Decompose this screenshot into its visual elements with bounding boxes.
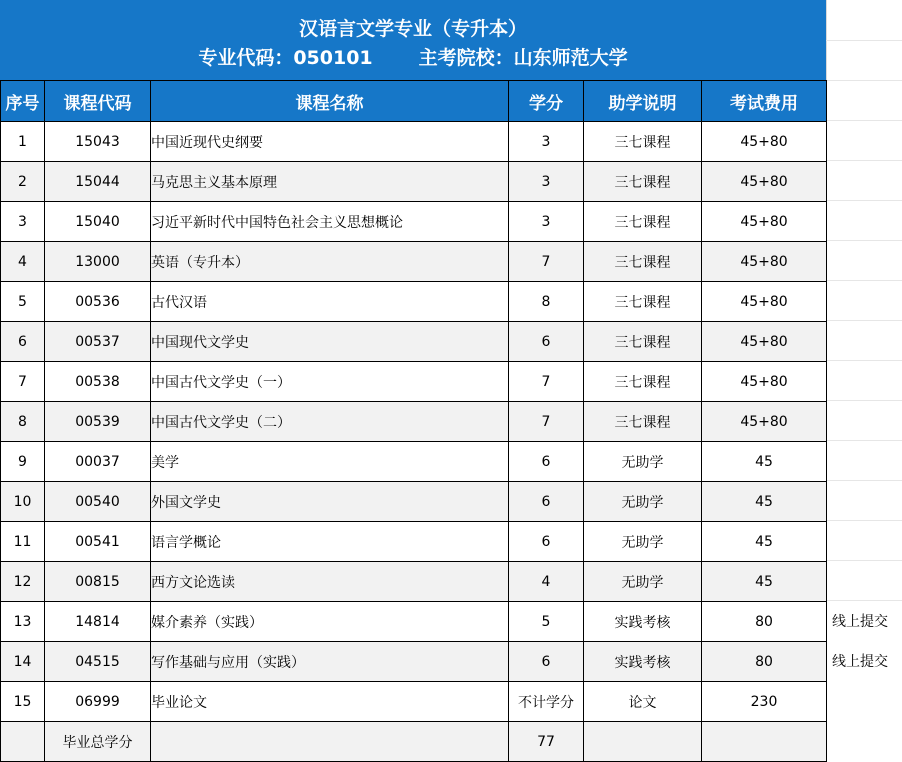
- cell-credit[interactable]: 7: [509, 242, 584, 282]
- cell-credit[interactable]: 7: [509, 362, 584, 402]
- cell-code[interactable]: 00037: [45, 442, 151, 482]
- cell-fee[interactable]: 45: [702, 522, 827, 562]
- major-subtitle: [0, 43, 826, 70]
- cell-fee[interactable]: 45+80: [702, 282, 827, 322]
- header-no[interactable]: 序号: [1, 81, 45, 122]
- table-row: [1, 202, 827, 242]
- cell-note[interactable]: [584, 722, 702, 762]
- cell-name[interactable]: 西方文论选读: [151, 562, 509, 602]
- header-name[interactable]: 课程名称: [151, 81, 509, 122]
- grid-line: [826, 600, 902, 601]
- cell-fee[interactable]: 45: [702, 562, 827, 602]
- title-banner[interactable]: [0, 0, 826, 80]
- exam-school: 主考院校：山东师范大学: [418, 47, 628, 69]
- cell-code[interactable]: 00537: [45, 322, 151, 362]
- header-fee[interactable]: 考试费用: [702, 81, 827, 122]
- table-row: [1, 282, 827, 322]
- cell-fee[interactable]: 45: [702, 442, 827, 482]
- cell-fee[interactable]: 80: [702, 642, 827, 682]
- table-row: [1, 602, 827, 642]
- cell-no[interactable]: 6: [1, 322, 45, 362]
- table-row: [1, 682, 827, 722]
- table-row: [1, 362, 827, 402]
- cell-no[interactable]: 4: [1, 242, 45, 282]
- cell-note[interactable]: 三七课程: [584, 402, 702, 442]
- cell-credit[interactable]: 3: [509, 162, 584, 202]
- table-row: [1, 402, 827, 442]
- table-row: [1, 642, 827, 682]
- cell-fee[interactable]: 45+80: [702, 322, 827, 362]
- cell-no[interactable]: 15: [1, 682, 45, 722]
- total-row: [1, 722, 827, 762]
- grid-line: [826, 440, 902, 441]
- cell-no[interactable]: 7: [1, 362, 45, 402]
- cell-credit[interactable]: 3: [509, 202, 584, 242]
- cell-code[interactable]: 15044: [45, 162, 151, 202]
- cell-code[interactable]: 15040: [45, 202, 151, 242]
- table-row: [1, 562, 827, 602]
- grid-line: [826, 160, 902, 161]
- cell-note[interactable]: 三七课程: [584, 242, 702, 282]
- header-note[interactable]: 助学说明: [584, 81, 702, 122]
- cell-code[interactable]: 00539: [45, 402, 151, 442]
- cell-code[interactable]: 00815: [45, 562, 151, 602]
- cell-note[interactable]: 论文: [584, 682, 702, 722]
- cell-credit[interactable]: 6: [509, 442, 584, 482]
- cell-note[interactable]: 三七课程: [584, 282, 702, 322]
- cell-no[interactable]: 2: [1, 162, 45, 202]
- cell-no[interactable]: 14: [1, 642, 45, 682]
- cell-note[interactable]: 无助学: [584, 562, 702, 602]
- grid-line: [826, 560, 902, 561]
- cell-note[interactable]: 三七课程: [584, 322, 702, 362]
- cell-credit[interactable]: 6: [509, 322, 584, 362]
- empty-sheet-area: [826, 0, 902, 761]
- side-note-row13[interactable]: 线上提交: [832, 614, 888, 630]
- cell-code[interactable]: 13000: [45, 242, 151, 282]
- cell-name[interactable]: 语言学概论: [151, 522, 509, 562]
- cell-note[interactable]: 实践考核: [584, 602, 702, 642]
- cell-fee[interactable]: [702, 722, 827, 762]
- grid-line: [826, 360, 902, 361]
- cell-note[interactable]: 三七课程: [584, 202, 702, 242]
- grid-line: [826, 280, 902, 281]
- cell-name[interactable]: 中国近现代史纲要: [151, 122, 509, 162]
- cell-fee[interactable]: 45: [702, 482, 827, 522]
- cell-no[interactable]: 9: [1, 442, 45, 482]
- cell-no[interactable]: 13: [1, 602, 45, 642]
- cell-fee[interactable]: 45+80: [702, 362, 827, 402]
- cell-fee[interactable]: 45+80: [702, 242, 827, 282]
- cell-name[interactable]: [151, 722, 509, 762]
- cell-no[interactable]: 11: [1, 522, 45, 562]
- cell-fee[interactable]: 45+80: [702, 162, 827, 202]
- grid-line: [826, 520, 902, 521]
- cell-code[interactable]: 00541: [45, 522, 151, 562]
- cell-no[interactable]: 10: [1, 482, 45, 522]
- cell-name[interactable]: 写作基础与应用（实践）: [151, 642, 509, 682]
- cell-credit[interactable]: 7: [509, 402, 584, 442]
- cell-code[interactable]: 15043: [45, 122, 151, 162]
- grid-line: [826, 120, 902, 121]
- total-credit[interactable]: 77: [509, 722, 584, 762]
- grid-line: [826, 40, 902, 41]
- cell-note[interactable]: 三七课程: [584, 162, 702, 202]
- cell-note[interactable]: 无助学: [584, 482, 702, 522]
- grid-line: [826, 80, 902, 81]
- cell-note[interactable]: 实践考核: [584, 642, 702, 682]
- cell-name[interactable]: 毕业论文: [151, 682, 509, 722]
- cell-no[interactable]: 1: [1, 122, 45, 162]
- cell-fee[interactable]: 230: [702, 682, 827, 722]
- table-row: [1, 442, 827, 482]
- course-table: [0, 80, 827, 762]
- cell-code[interactable]: 14814: [45, 602, 151, 642]
- cell-name[interactable]: 外国文学史: [151, 482, 509, 522]
- table-row: [1, 162, 827, 202]
- cell-note[interactable]: 无助学: [584, 442, 702, 482]
- header-credit[interactable]: 学分: [509, 81, 584, 122]
- cell-credit[interactable]: 4: [509, 562, 584, 602]
- header-row: [1, 81, 827, 122]
- cell-name[interactable]: 中国古代文学史（一）: [151, 362, 509, 402]
- cell-name[interactable]: 英语（专升本）: [151, 242, 509, 282]
- cell-name[interactable]: 中国古代文学史（二）: [151, 402, 509, 442]
- table-row: [1, 122, 827, 162]
- cell-credit[interactable]: 6: [509, 522, 584, 562]
- cell-credit[interactable]: 不计学分: [509, 682, 584, 722]
- cell-code[interactable]: 06999: [45, 682, 151, 722]
- grid-line: [826, 320, 902, 321]
- header-code[interactable]: 课程代码: [45, 81, 151, 122]
- grid-line: [826, 480, 902, 481]
- grid-line: [826, 200, 902, 201]
- cell-credit[interactable]: 6: [509, 642, 584, 682]
- cell-fee[interactable]: 80: [702, 602, 827, 642]
- side-note-row14[interactable]: 线上提交: [832, 654, 888, 670]
- cell-credit[interactable]: 8: [509, 282, 584, 322]
- cell-name[interactable]: 媒介素养（实践）: [151, 602, 509, 642]
- cell-name[interactable]: 马克思主义基本原理: [151, 162, 509, 202]
- total-label[interactable]: 毕业总学分: [45, 722, 151, 762]
- table-row: [1, 482, 827, 522]
- cell-name[interactable]: 古代汉语: [151, 282, 509, 322]
- cell-note[interactable]: 无助学: [584, 522, 702, 562]
- table-row: [1, 242, 827, 282]
- cell-no[interactable]: 5: [1, 282, 45, 322]
- table-row: [1, 522, 827, 562]
- cell-no[interactable]: 3: [1, 202, 45, 242]
- cell-fee[interactable]: 45+80: [702, 402, 827, 442]
- table-row: [1, 322, 827, 362]
- cell-credit[interactable]: 5: [509, 602, 584, 642]
- major-code: 专业代码：050101: [198, 47, 373, 69]
- cell-code[interactable]: 00540: [45, 482, 151, 522]
- grid-line: [826, 240, 902, 241]
- cell-code[interactable]: 04515: [45, 642, 151, 682]
- cell-code[interactable]: 00538: [45, 362, 151, 402]
- cell-code[interactable]: 00536: [45, 282, 151, 322]
- cell-note[interactable]: 三七课程: [584, 362, 702, 402]
- cell-credit[interactable]: 6: [509, 482, 584, 522]
- cell-note[interactable]: 三七课程: [584, 122, 702, 162]
- grid-line: [826, 400, 902, 401]
- cell-fee[interactable]: 45+80: [702, 122, 827, 162]
- cell-name[interactable]: 中国现代文学史: [151, 322, 509, 362]
- cell-name[interactable]: 习近平新时代中国特色社会主义思想概论: [151, 202, 509, 242]
- cell-name[interactable]: 美学: [151, 442, 509, 482]
- cell-credit[interactable]: 3: [509, 122, 584, 162]
- cell-no[interactable]: 8: [1, 402, 45, 442]
- cell-fee[interactable]: 45+80: [702, 202, 827, 242]
- cell-no[interactable]: 12: [1, 562, 45, 602]
- cell-no[interactable]: [1, 722, 45, 762]
- major-title: 汉语言文学专业（专升本）: [298, 18, 527, 40]
